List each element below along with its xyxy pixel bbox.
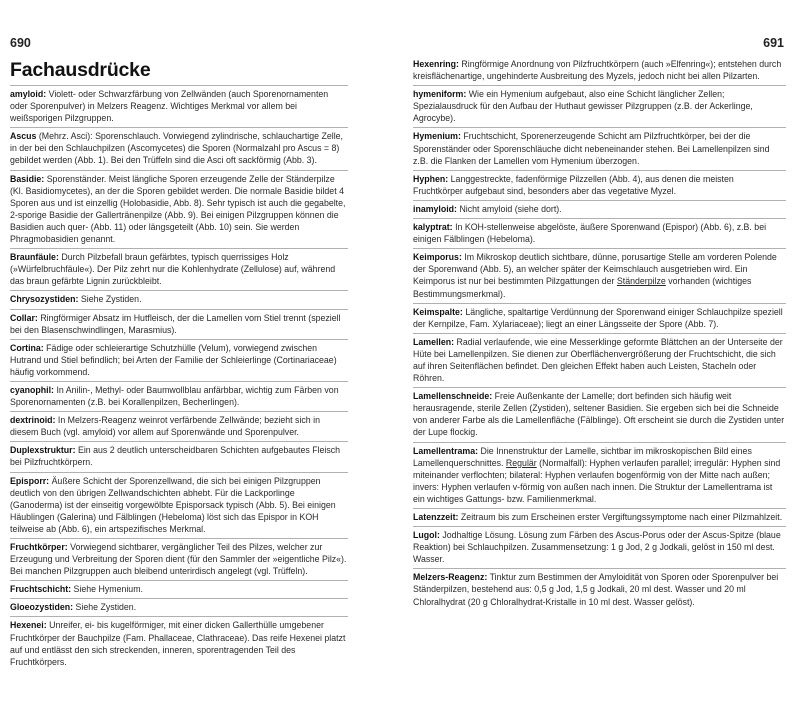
- entry-definition: Freie Außenkante der Lamelle; dort befinden sich häufig weit herausragende, sterile Zellen (Zystiden), seltener Basidien. Sie ergeben sich bei die Schneide von anderer Farbe als die Lamellenfläche (Fälblinge). Oft erscheint sie durch die Zystiden unter der Lupe flockig.: [413, 391, 785, 438]
- entry-term: Hexenring:: [413, 59, 459, 69]
- entry-paragraph: [413, 251, 786, 299]
- glossary-entry: [10, 412, 348, 442]
- glossary-entry: [413, 201, 786, 219]
- entry-term: Collar:: [10, 312, 38, 323]
- left-column: [10, 58, 348, 671]
- entry-term: Basidie:: [10, 173, 45, 184]
- entry-term: Hyphen:: [413, 173, 449, 184]
- entry-term: Braunfäule:: [10, 252, 59, 263]
- glossary-entry: [413, 171, 786, 201]
- glossary-entry: [413, 304, 786, 334]
- entry-definition: Tinktur zum Bestimmen der Amyloidität von Sporen oder Sporenpulver bei Ständerpilzen, bestehend aus: 0,5 g Jod, 1,5 g Jodkali, 20 ml dest. Wasser und 20 ml Chloralhydrat (20 g Chloralhydrat-Kristalle in 10 ml dest. Wasser gelöst).: [413, 572, 779, 607]
- glossary-entry: [413, 569, 786, 610]
- glossary-entry: [10, 617, 348, 670]
- entry-definition-tail: (Normalfall): Hyphen verlaufen parallel; irregulär: Hyphen sind miteinander verflochten; bilateral: Hyphen verlaufen bogenförmig von der Mitte nach außen; invers: Hyphen verlaufen v-förmig von außen nach innen. Die Struktur der Lamellentrama ist ein wichtiges Gattungs- bzw. Familienmerkmal.: [413, 457, 781, 504]
- entry-definition: Die Innenstruktur der Lamelle, sichtbar im mikroskopischen Bild eines Lamellenquerschnittes.: [413, 445, 752, 468]
- entry-paragraph: [413, 336, 786, 384]
- entry-definition: Jodhaltige Lösung. Lösung zum Färben des Ascus-Porus oder der Ascus-Spitze (blaue Reaktion) bei Schlauchpilzen. Zusammensetzung: 1 g Jod, 2 g Jodkali, gelöst in 150 ml dest. Wasser.: [413, 530, 781, 565]
- entry-term: Lamellenschneide:: [413, 391, 493, 402]
- entry-paragraph: [10, 251, 348, 287]
- entry-definition: Äußere Schicht der Sporenzellwand, die sich bei einigen Pilzgruppen deutlich von den übrigen Zellwandschichten abhebt. Für die Lackporlinge (Ganoderma) ist der einseitig vorgewölbte Episporsack typisch (Abb. 5). Bei einigen Häublingen (Galerina) und Fälblingen (Hebeloma) löst sich das Epispor in KOH teilweise ab (Abb. 6), ein artspezifisches Merkmal.: [10, 475, 336, 534]
- entry-paragraph: [413, 306, 786, 330]
- page-number-right: 691: [763, 36, 784, 50]
- entry-definition: Violett- oder Schwarzfärbung von Zellwänden (auch Sporenornamenten oder Sporenpulver) in Melzers Reagenz. Wichtiges Merkmal vor allem bei weißsporigen Pilzgruppen.: [10, 89, 329, 124]
- entry-term: dextrinoid:: [10, 415, 56, 426]
- page-number-left: 690: [10, 36, 31, 50]
- entry-term: Duplexstruktur:: [10, 445, 76, 456]
- entry-definition: In KOH-stellenweise abgelöste, äußere Sporenwand (Epispor) (Abb. 6), z.B. bei einigen Fälblingen (Hebeloma).: [413, 222, 767, 245]
- entry-term: Fruchtkörper:: [10, 542, 68, 552]
- entry-term: cyanophil:: [10, 384, 54, 395]
- entry-definition: Ringförmiger Absatz im Hutfleisch, der die Lamellen vom Stiel trennt (speziell bei den Blasenschwindlingen, Marasmius).: [10, 312, 341, 335]
- entry-term: kalyptrat:: [413, 222, 453, 233]
- entry-paragraph: [10, 312, 348, 336]
- glossary-entry: [10, 340, 348, 382]
- entry-paragraph: [10, 130, 348, 166]
- entry-definition: Unreifer, ei- bis kugelförmiger, mit einer dicken Gallerthülle umgebener Fruchtkörper der Bauchpilze (Fam. Phallaceae, Clathraceae). Das reife Hexenei platzt auf und entlässt den sich streckenden, inneren, sporentragenden Teil des Fruchtkörpers.: [10, 620, 346, 667]
- glossary-entry: [10, 539, 348, 581]
- entry-definition: Fruchtschicht, Sporenerzeugende Schicht am Pilzfruchtkörper, bei der die Sporenständer oder Sporenschläuche dicht nebeneinander stehen. Bei Lamellenpilzen sind z.B. die Flanken der Lamellen vom Hymenium überzogen.: [413, 131, 770, 166]
- glossary-entry: [10, 291, 348, 309]
- glossary-entry: [413, 249, 786, 303]
- entry-paragraph: [10, 88, 348, 124]
- glossary-entry: [10, 249, 348, 291]
- entry-term: Lamellentrama:: [413, 445, 479, 456]
- entry-paragraph: [413, 221, 786, 245]
- glossary-entry: [413, 219, 786, 249]
- glossary-list-left: [10, 85, 348, 671]
- entry-term: inamyloid:: [413, 203, 457, 214]
- glossary-entry: [10, 310, 348, 340]
- entry-definition: In Melzers-Reagenz weinrot verfärbende Zellwände; bezieht sich in diesem Buch (vgl. amyloid) vor allem auf Sporenwände und Sporenpulver.: [10, 415, 320, 438]
- entry-paragraph: [10, 414, 348, 438]
- entry-definition: In Anilin-, Methyl- oder Baumwollblau anfärbbar, wichtig zum Färben von Sporenornamenten (z.B. bei Korallenpilzen, Becherlingen).: [10, 384, 339, 408]
- entry-underlined-term: Ständerpilze: [616, 276, 666, 287]
- entry-paragraph: [413, 58, 786, 82]
- glossary-entry: [413, 509, 786, 527]
- entry-definition: Wie ein Hymenium aufgebaut, also eine Schicht länglicher Zellen; Spezialausdruck für den Aufbau der Huthaut gewisser Pilzgruppen (z.B. der Ackerlinge, Agrocybe).: [413, 89, 753, 124]
- entry-term: Fruchtschicht:: [10, 584, 72, 595]
- entry-term: Latenzzeit:: [413, 512, 459, 522]
- entry-definition: Zeitraum bis zum Erscheinen erster Vergiftungssymptome nach einer Pilzmahlzeit.: [460, 512, 783, 522]
- entry-term: hymeniform:: [413, 89, 467, 100]
- entry-definition: Siehe Zystiden.: [80, 294, 142, 305]
- glossary-list-right: [413, 58, 786, 611]
- glossary-entry: [413, 443, 786, 509]
- entry-paragraph: [413, 88, 786, 124]
- entry-term: Keimporus:: [413, 252, 462, 263]
- entry-paragraph: [10, 384, 348, 408]
- entry-paragraph: [10, 541, 348, 577]
- entry-paragraph: [10, 342, 348, 378]
- entry-term: Cortina:: [10, 342, 44, 353]
- entry-definition-tail: vorhanden (wichtiges Bestimmungsmerkmal).: [413, 276, 752, 299]
- entry-definition: (Mehrz. Asci): Sporenschlauch. Vorwiegend zylindrische, schlauchartige Zelle, in der bei den Schlauchpilzen (Ascomycetes) die Sporen (Normalzahl pro Ascus = 8) gebildet werden (Abb. 1). Bei den Trüffeln sind die Asci oft sackförmig (Abb. 3).: [10, 131, 343, 166]
- entry-paragraph: [10, 173, 348, 246]
- entry-paragraph: [10, 475, 348, 535]
- entry-definition: Langgestreckte, fadenförmige Pilzzellen (Abb. 4), aus denen die meisten Fruchtkörper aufgebaut sind, besonders aber das vegetative Myzel.: [413, 173, 734, 196]
- entry-paragraph: [413, 203, 786, 215]
- entry-paragraph: [10, 444, 348, 468]
- entry-paragraph: [413, 173, 786, 197]
- entry-term: Ascus: [10, 131, 37, 142]
- entry-term: Chrysozystiden:: [10, 294, 79, 305]
- entry-term: Episporr:: [10, 475, 50, 486]
- right-column: [413, 58, 786, 611]
- glossary-entry: [413, 86, 786, 128]
- entry-definition: Ringförmige Anordnung von Pilzfruchtkörpern (auch »Elfenring«); entstehen durch kreisflächenartige, ungehinderte Ausbreitung des Myzels, jedoch nicht bei allen Pilzarten.: [413, 59, 782, 82]
- entry-definition: Siehe Hymenium.: [73, 584, 143, 595]
- glossary-entry: [413, 388, 786, 442]
- entry-term: Melzers-Reagenz:: [413, 572, 488, 583]
- entry-term: amyloid:: [10, 89, 47, 99]
- glossary-entry: [10, 442, 348, 472]
- glossary-entry: [10, 85, 348, 128]
- entry-paragraph: [413, 445, 786, 505]
- glossary-entry: [413, 334, 786, 388]
- glossary-entry: [10, 581, 348, 599]
- entry-paragraph: [413, 130, 786, 166]
- entry-definition: Siehe Zystiden.: [75, 602, 137, 613]
- entry-definition: Durch Pilzbefall braun gefärbtes, typisch querrissiges Holz (»Würfelbruchfäule«). Der Pilz zehrt nur die Kohlenhydrate (Zellulose) auf, während das braun gefärbte Lignin zurückbleibt.: [10, 252, 336, 287]
- entry-term: Hexenei:: [10, 620, 47, 631]
- entry-definition: Radial verlaufende, wie eine Messerklinge geformte Blättchen an der Unterseite der Hüte bei Lamellenpilzen. Sie dienen zur Oberflächenvergrößerung der Fruchtschicht, die sich auf ihren Seitenflächen befindet. Den gleichen Effekt haben auch Leisten, Stacheln oder Röhren.: [413, 336, 783, 384]
- entry-term: Lamellen:: [413, 336, 455, 347]
- glossary-entry: [413, 527, 786, 569]
- entry-paragraph: [10, 619, 348, 667]
- entry-definition: Ein aus 2 deutlich unterscheidbaren Schichten aufgebautes Fleisch bei Pilzfruchtkörpern.: [10, 445, 341, 468]
- entry-term: Lugol:: [413, 530, 440, 541]
- glossary-entry: [10, 473, 348, 539]
- entry-definition: Längliche, spaltartige Verdünnung der Sporenwand einiger Schlauchpilze speziell der Kernpilze, Fam. Xylariaceae); liegt an einer Längsseite der Spore (Abb. 7).: [413, 306, 783, 329]
- entry-term: Hymenium:: [413, 131, 461, 142]
- glossary-entry: [413, 58, 786, 86]
- glossary-entry: [10, 128, 348, 170]
- entry-paragraph: [413, 390, 786, 438]
- page-title: Fachausdrücke: [10, 59, 151, 81]
- glossary-entry: [10, 382, 348, 412]
- glossary-entry: [10, 599, 348, 617]
- entry-definition: Fädige oder schleierartige Schutzhülle (Velum), vorwiegend zwischen Hutrand und Stiel befindlich; bei Arten der Familie der Schleierlinge (Cortinariaceae) häufig vorkommend.: [10, 342, 337, 377]
- entry-definition: Nicht amyloid (siehe dort).: [459, 203, 562, 214]
- entry-paragraph: [413, 511, 786, 523]
- entry-paragraph: [413, 571, 786, 607]
- entry-paragraph: [413, 529, 786, 565]
- entry-paragraph: [10, 601, 348, 613]
- entry-paragraph: [10, 293, 348, 305]
- entry-paragraph: [10, 583, 348, 595]
- glossary-entry: [413, 128, 786, 170]
- glossary-entry: [10, 171, 348, 250]
- entry-term: Keimspalte:: [413, 306, 463, 317]
- entry-underlined-term: Regulär: [505, 457, 537, 468]
- entry-definition: Im Mikroskop deutlich sichtbare, dünne, porusartige Stelle am vorderen Polende der Sporenwand (Abb. 5), an welcher später der Keimschlauch ausgetrieben wird. Ein Keimporus ist nur bei bestimmten Pilzgattungen der: [413, 252, 777, 287]
- entry-definition: Vorwiegend sichtbarer, vergänglicher Teil des Pilzes, welcher zur Erzeugung und Verbreitung der Sporen dient (für den Sammler der »eigentliche Pilz«). Bei manchen Pilzgruppen auch bleibend unterirdisch angelegt (vgl. Trüffeln).: [10, 542, 347, 577]
- entry-definition: Sporenständer. Meist längliche Sporen erzeugende Zelle der Ständerpilze (Kl. Basidiomycetes), an der die Sporen gebildet werden. Die normale Basidie bildet 4 Sporen aus und ist einzellig (Holobasidie, Abb. 8). Sehr typisch ist auch die gegabelte, 2-sporige Basidie der Gallertränenpilze (Abb. 9). Bei einigen Pilzgruppen können die Basidien auch quer- (Abb. 11) oder längsgeteilt (Abb. 10) sein. Sie werden Phragmobasidien genannt.: [10, 173, 346, 245]
- entry-term: Gloeozystiden:: [10, 602, 74, 613]
